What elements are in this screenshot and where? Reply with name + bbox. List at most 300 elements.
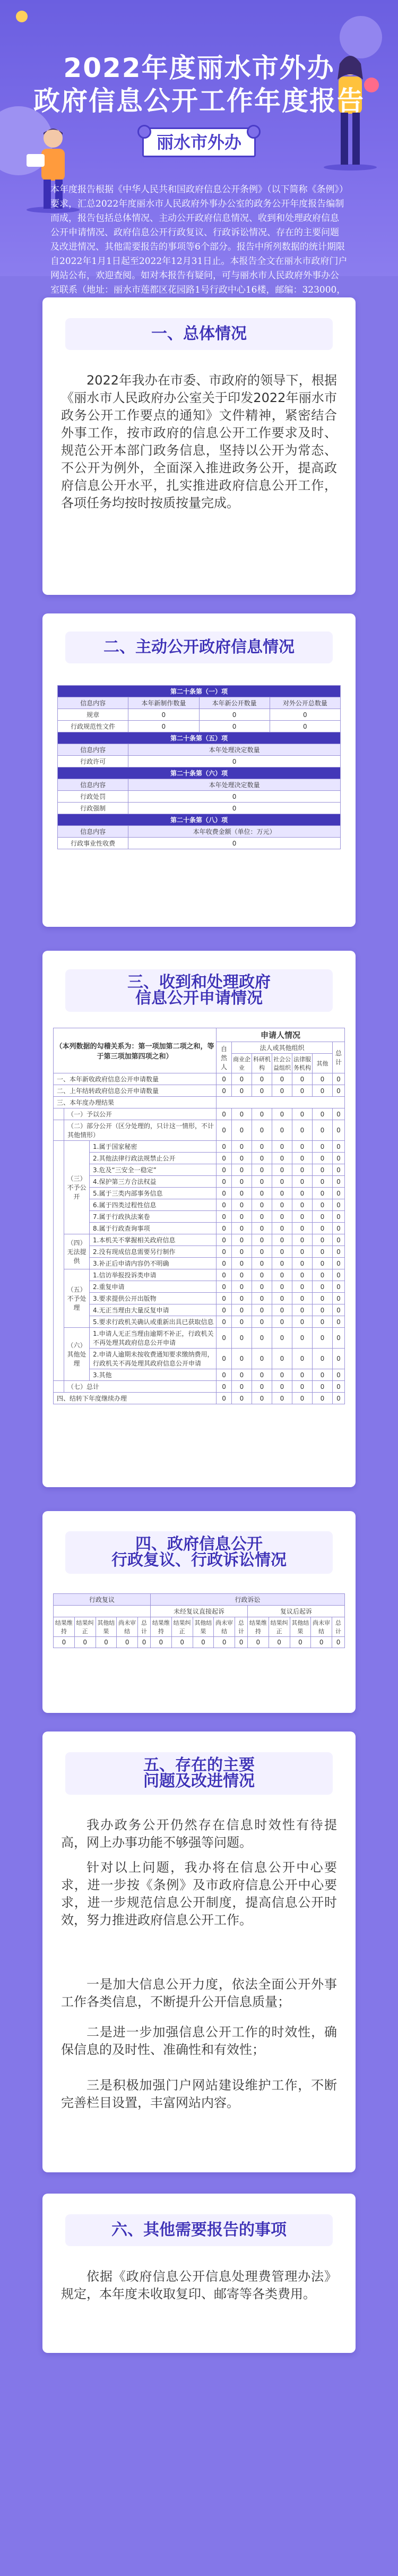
cell-value: 0 (292, 1369, 312, 1381)
cell-value: 0 (217, 1316, 232, 1328)
table-col-header: 总计 (138, 1617, 151, 1637)
row-label: 2.重复申请 (90, 1281, 217, 1293)
cell-value: 0 (252, 1293, 272, 1304)
cell-value: 0 (312, 1316, 332, 1328)
row-label: 8.属于行政查询事项 (90, 1223, 217, 1234)
cell-value: 0 (217, 1211, 232, 1223)
cell-value: 0 (332, 1211, 344, 1223)
cell-value: 0 (252, 1304, 272, 1316)
table-col-header: 结果纠正 (269, 1617, 290, 1637)
section-paragraph: 一是加大信息公开力度，依法全面公开外事工作各类信息，不断提升公开信息质量； (61, 1977, 337, 2009)
cell-value: 0 (231, 1120, 252, 1141)
report-intro: 本年度报告根据《中华人民共和国政府信息公开条例》（以下简称《条例》）要求，汇总2022年度丽水市人民政府外事办公室的政务公开年度报告编制而成，报告包括总体情况、主动公开政府信息情况、收到和处理政府信息公开申请情况、政府信息公开行政复议、行政诉讼情况、存在的主要问题及改进情况、其他需要报告的事项等6个部分。报告中所列数据的统计期限自2022年1月1日起至2022年12月31日止。本报告全文在丽水市政府门户网站公布，欢迎查阅。如对本报告有疑问，可与丽水市人民政府外事办公室联系（地址：丽水市莲都区花园路1号行政中心16楼，邮编：323000， (50, 184, 348, 295)
table-col-header: 尚未审结 (214, 1617, 235, 1637)
cell-value: 0 (231, 1223, 252, 1234)
table-row (54, 1188, 345, 1199)
cell-value: 0 (292, 1349, 312, 1369)
section-paragraph: 三是积极加强门户网站建设维护工作，不断完善栏目设置，丰富网站内容。 (61, 2078, 337, 2110)
table-col-header: 尚未审结 (311, 1617, 332, 1637)
cell-value: 0 (235, 1637, 248, 1648)
cell-value: 0 (272, 1085, 292, 1097)
table-col-header: 自然人 (217, 1042, 232, 1073)
cell-value: 0 (231, 1188, 252, 1199)
table-row (54, 1281, 345, 1293)
table-row (54, 1304, 345, 1316)
cell-value: 0 (292, 1120, 312, 1141)
table-corner-note: （本列数据的勾稽关系为：第一项加第二项之和，等于第三项加第四项之和） (54, 1028, 217, 1073)
table-row (54, 1381, 345, 1393)
cell-value: 0 (231, 1293, 252, 1304)
cell-value: 0 (312, 1141, 332, 1153)
table-col-header: 其他 (312, 1054, 332, 1073)
table-row (54, 1176, 345, 1188)
cell-value: 0 (312, 1199, 332, 1211)
cell-value: 0 (332, 1141, 344, 1153)
section-paragraph: 依据《政府信息公开信息处理费管理办法》规定，本年度未收取复印、邮寄等各类费用。 (61, 2269, 337, 2301)
row-label: 2.申请人逾期未按收费通知要求缴纳费用，行政机关不再处理其政府信息公开申请 (90, 1349, 217, 1369)
table-row (54, 1328, 345, 1349)
cell-value: 0 (272, 1246, 292, 1258)
cell-value: 0 (292, 1234, 312, 1246)
cell-value: 0 (312, 1234, 332, 1246)
cell-value: 0 (252, 1349, 272, 1369)
table-col-header: 总计 (332, 1042, 344, 1073)
table-heading: 第二十条第（一）项 (58, 686, 341, 697)
row-label: 4.无正当理由大量反复申请 (90, 1304, 217, 1316)
row-label: 4.保护第三方合法权益 (90, 1176, 217, 1188)
row-label: 一、本年新收政府信息公开申请数量 (54, 1073, 217, 1085)
cell-value: 0 (193, 1637, 214, 1648)
cell-value: 0 (292, 1293, 312, 1304)
cell-value: 0 (217, 1381, 232, 1393)
table-col-header: 申请人情况 (217, 1028, 345, 1042)
section-title-text: 二、主动公开政府信息情况 (103, 638, 295, 656)
section-paragraph: 针对以上问题，我办将在信息公开中心要求，进一步按《条例》及市政府信息公开中心要求，进一步规范信息公开制度，提高信息公开时效，努力推进政府信息公开工作。 (61, 1860, 337, 1927)
cell-value: 0 (231, 1085, 252, 1097)
table-col-header: 其他结果 (193, 1617, 214, 1637)
table-col-header: 结果维持 (247, 1617, 269, 1637)
table-row (54, 1316, 345, 1328)
footer-bar (0, 2374, 398, 2576)
table-row (54, 1223, 345, 1234)
row-label: （二）部分公开（区分处理的，只计这一情形，不计其他情形） (64, 1120, 217, 1141)
cell-value: 0 (292, 1328, 312, 1349)
cell-value: 0 (231, 1153, 252, 1164)
cell-value: 0 (231, 1328, 252, 1349)
row-group-label: （四）无法提供 (64, 1234, 90, 1269)
table-col-header: 总计 (235, 1617, 248, 1637)
cell-value: 0 (272, 1153, 292, 1164)
section-title-text: 行政复议、行政诉讼情况 (111, 1551, 287, 1570)
cell-value: 0 (247, 1637, 269, 1648)
table-heading: 第二十条第（五）项 (58, 732, 341, 744)
cell-value: 0 (217, 1393, 232, 1404)
cell-value: 0 (292, 1223, 312, 1234)
cell-value: 0 (231, 1141, 252, 1153)
section-title (64, 968, 334, 1013)
table-col-header: 商业企业 (231, 1054, 252, 1073)
cell-value: 0 (252, 1108, 272, 1120)
cell-value: 0 (312, 1281, 332, 1293)
section-title (64, 2213, 334, 2248)
cell-value: 0 (252, 1223, 272, 1234)
cell-value: 0 (292, 1188, 312, 1199)
cell-value: 0 (252, 1234, 272, 1246)
row-label: 1.本机关不掌握相关政府信息 (90, 1234, 217, 1246)
cell-value: 0 (217, 1281, 232, 1293)
table-col-header: 总计 (332, 1617, 345, 1637)
cell-value: 0 (217, 1176, 232, 1188)
cell-value: 0 (231, 1381, 252, 1393)
cell-value: 0 (231, 1316, 252, 1328)
cell-value: 0 (332, 1637, 345, 1648)
cell-value: 0 (312, 1393, 332, 1404)
cell-value: 0 (252, 1281, 272, 1293)
cell-value: 0 (332, 1281, 344, 1293)
row-label: 2.没有现成信息需要另行制作 (90, 1246, 217, 1258)
section-paragraph: 2022年我办在市委、市政府的领导下，根据《丽水市人民政府办公室关于印发2022年丽水市政务公开工作要点的通知》文件精神，紧密结合外事工作，按市政府的信息公开工作要求及时、规范公开本部门政务信息，坚持以公开为常态、不公开为例外，全面深入推进政务公开，提高政府信息公开水平，扎实推进政府信息公开工作，各项任务均按时按质按量完成。 (61, 373, 337, 510)
cell-value: 0 (272, 1269, 292, 1281)
cell-value: 0 (292, 1153, 312, 1164)
cell-value: 0 (231, 1281, 252, 1293)
cell-value: 0 (312, 1211, 332, 1223)
cell-value: 0 (217, 1073, 232, 1085)
cell-value: 0 (217, 1120, 232, 1141)
cell-value: 0 (272, 1108, 292, 1120)
cell-value: 0 (138, 1637, 151, 1648)
cell-value: 0 (332, 1293, 344, 1304)
cell-value: 0 (312, 1246, 332, 1258)
cell-value: 0 (231, 1234, 252, 1246)
section-title (64, 317, 334, 352)
table-row (54, 1246, 345, 1258)
table-row (54, 1120, 345, 1141)
cell-value: 0 (231, 1211, 252, 1223)
cell-value: 0 (252, 1199, 272, 1211)
row-label: （一）予以公开 (64, 1108, 217, 1120)
cell-value: 0 (292, 1164, 312, 1176)
cell-value: 0 (312, 1328, 332, 1349)
cell-value: 0 (292, 1316, 312, 1328)
cell-value: 0 (217, 1246, 232, 1258)
row-label: 7.属于行政执法案卷 (90, 1211, 217, 1223)
cell-value: 0 (312, 1073, 332, 1085)
cell-value: 0 (217, 1349, 232, 1369)
application-table (53, 1028, 345, 1404)
cell-value: 0 (332, 1073, 344, 1085)
cell-value: 0 (231, 1108, 252, 1120)
cell-value: 0 (312, 1293, 332, 1304)
cell-value: 0 (292, 1085, 312, 1097)
table-col-header: 结果纠正 (171, 1617, 193, 1637)
section-title-text: 问题及改进情况 (143, 1772, 255, 1790)
cell-value: 0 (252, 1369, 272, 1381)
cell-value: 0 (217, 1223, 232, 1234)
cell-value: 0 (312, 1381, 332, 1393)
cell-value: 0 (252, 1258, 272, 1269)
table-row (54, 1085, 345, 1097)
cell-value: 0 (217, 1293, 232, 1304)
cell-value: 0 (312, 1258, 332, 1269)
cell-value: 0 (292, 1281, 312, 1293)
cell-value: 0 (150, 1637, 171, 1648)
cell-value: 0 (74, 1637, 96, 1648)
cell-value: 0 (252, 1188, 272, 1199)
cell-value: 0 (217, 1164, 232, 1176)
cell-value: 0 (272, 1316, 292, 1328)
section-title-text: 三、收到和处理政府 (127, 973, 271, 992)
cell-value: 0 (272, 1141, 292, 1153)
cell-value: 0 (217, 1328, 232, 1349)
table-col-header: 对外公开总数量 (270, 697, 340, 709)
cell-value: 0 (332, 1108, 344, 1120)
cell-value: 0 (217, 1141, 232, 1153)
cell-value: 0 (332, 1164, 344, 1176)
cell-value: 0 (217, 1269, 232, 1281)
row-label: 3.危及“三安全一稳定” (90, 1164, 217, 1176)
row-label: （七）总计 (64, 1381, 217, 1393)
cell-value: 0 (231, 1304, 252, 1316)
cell-value: 0 (231, 1246, 252, 1258)
cell-value: 0 (312, 1349, 332, 1369)
cell-value: 0 (332, 1188, 344, 1199)
row-label: 二、上年结转政府信息公开申请数量 (54, 1085, 217, 1097)
cell-value: 0 (252, 1141, 272, 1153)
cell-value: 0 (231, 1393, 252, 1404)
cell-value: 0 (272, 1328, 292, 1349)
cell-value: 0 (292, 1176, 312, 1188)
row-label: 1.属于国家秘密 (90, 1141, 217, 1153)
cell-value: 0 (231, 1269, 252, 1281)
cell-value: 0 (332, 1349, 344, 1369)
cell-value: 0 (171, 1637, 193, 1648)
cell-value: 0 (214, 1637, 235, 1648)
cell-value: 0 (332, 1269, 344, 1281)
cell-value: 0 (332, 1316, 344, 1328)
table-row (54, 1164, 345, 1176)
cell-value: 0 (252, 1176, 272, 1188)
row-label: 6.属于四类过程性信息 (90, 1199, 217, 1211)
table-col-header: 结果维持 (150, 1617, 171, 1637)
section-title-text: 信息公开申请情况 (135, 989, 263, 1008)
cell-value: 0 (312, 1188, 332, 1199)
cell-value: 0 (292, 1211, 312, 1223)
cell-value: 0 (272, 1211, 292, 1223)
cell-value: 0 (272, 1258, 292, 1269)
cell-value: 0 (292, 1199, 312, 1211)
cell-value: 0 (332, 1304, 344, 1316)
cell-value: 0 (217, 1369, 232, 1381)
group-label (54, 1141, 64, 1381)
cell-value: 0 (54, 1637, 75, 1648)
cell-value: 0 (272, 1293, 292, 1304)
cell-value: 0 (292, 1393, 312, 1404)
decor-circle (16, 11, 28, 22)
cell-value: 0 (231, 1164, 252, 1176)
cell-value: 0 (252, 1211, 272, 1223)
cell-value: 0 (217, 1188, 232, 1199)
cell-value: 0 (292, 1258, 312, 1269)
cell-value: 0 (332, 1153, 344, 1164)
cell-value: 0 (217, 1085, 232, 1097)
cell-value: 0 (231, 1073, 252, 1085)
cell-value: 0 (272, 1393, 292, 1404)
row-group-label: （五）不予处理 (64, 1269, 90, 1328)
cell-value: 0 (292, 1141, 312, 1153)
row-label: 1.信访举报投诉类申请 (90, 1269, 217, 1281)
section-paragraph: 二是进一步加强信息公开工作的时效性，确保信息的及时性、准确性和有效性； (61, 2025, 337, 2057)
table-heading: 第二十条第（八）项 (58, 814, 341, 826)
table-row: 规章 0 0 0 (58, 709, 341, 721)
cell-value: 0 (332, 1393, 344, 1404)
cell-value: 0 (292, 1073, 312, 1085)
row-label: 四、结转下年度继续办理 (54, 1393, 217, 1404)
cell-value: 0 (272, 1369, 292, 1381)
cell-value: 0 (332, 1120, 344, 1141)
cell-value: 0 (217, 1199, 232, 1211)
table-row: 行政强制 0 (58, 803, 341, 814)
table-row (54, 1369, 345, 1381)
cell-value: 0 (272, 1223, 292, 1234)
cell-value: 0 (312, 1153, 332, 1164)
table-col-header: 信息内容 (58, 697, 128, 709)
cell-value: 0 (272, 1164, 292, 1176)
cell-value: 0 (252, 1073, 272, 1085)
section-title-text: 一、总体情况 (151, 325, 247, 343)
cell-value: 0 (217, 1153, 232, 1164)
cell-value: 0 (272, 1176, 292, 1188)
cell-value: 0 (292, 1246, 312, 1258)
cell-value: 0 (272, 1281, 292, 1293)
section-title-text: 四、政府信息公开 (135, 1535, 263, 1554)
table-row: 行政处罚 0 (58, 791, 341, 803)
section-title-text: 五、存在的主要 (143, 1756, 255, 1775)
section-title (64, 630, 334, 665)
cell-value: 0 (217, 1234, 232, 1246)
table-row (54, 1199, 345, 1211)
cell-value: 0 (252, 1153, 272, 1164)
cell-value: 0 (292, 1381, 312, 1393)
row-label: 3.要求提供公开出版物 (90, 1293, 217, 1304)
cell-value: 0 (332, 1199, 344, 1211)
row-group-label: （三）不予公开 (64, 1141, 90, 1234)
table-col-header: 法律服务机构 (292, 1054, 312, 1073)
row-label: 1.申请人无正当理由逾期不补正，行政机关不再处理其政府信息公开申请 (90, 1328, 217, 1349)
cell-value: 0 (272, 1073, 292, 1085)
cell-value: 0 (252, 1246, 272, 1258)
table-col-header: 本年新制作数量 (128, 697, 199, 709)
table-row (54, 1211, 345, 1223)
cell-value: 0 (332, 1328, 344, 1349)
table-row (54, 1234, 345, 1246)
cell-value: 0 (332, 1369, 344, 1381)
review-litigation-table: 行政复议 行政诉讼 未经复议直接起诉 复议后起诉 结果维持 结果纠正 其他结果 尚未审结 总计 结果维持 结果纠正 其他结果 尚未审结 总计 结果维持 结果纠正 其他结果 尚未审结 总计 0 0 0 0 0 0 0 0 0 0 0 0 0 0 0 (53, 1593, 345, 1648)
cell-value: 0 (252, 1381, 272, 1393)
cell-value: 0 (292, 1108, 312, 1120)
table-row (54, 1349, 345, 1369)
table-col-header: 科研机构 (252, 1054, 272, 1073)
row-label: 5.属于三类内部事务信息 (90, 1188, 217, 1199)
cell-value: 0 (272, 1381, 292, 1393)
table-row (54, 1293, 345, 1304)
cell-value: 0 (292, 1269, 312, 1281)
cell-value: 0 (332, 1234, 344, 1246)
cell-value: 0 (217, 1108, 232, 1120)
cell-value: 0 (217, 1258, 232, 1269)
cell-value: 0 (290, 1637, 311, 1648)
cell-value: 0 (272, 1188, 292, 1199)
cell-value: 0 (252, 1120, 272, 1141)
table-col-header: 结果纠正 (74, 1617, 96, 1637)
table-col-header: 其他结果 (96, 1617, 117, 1637)
cell-value: 0 (272, 1120, 292, 1141)
cell-value: 0 (332, 1085, 344, 1097)
cell-value: 0 (231, 1199, 252, 1211)
cell-value: 0 (252, 1328, 272, 1349)
cell-value: 0 (332, 1258, 344, 1269)
cell-value: 0 (272, 1199, 292, 1211)
section-title (64, 1530, 334, 1575)
cell-value: 0 (272, 1234, 292, 1246)
cell-value: 0 (252, 1316, 272, 1328)
table-col-header: 本年新公开数量 (199, 697, 270, 709)
cell-value: 0 (117, 1637, 138, 1648)
table-col-header: 法人或其他组织 (231, 1042, 332, 1054)
cell-value: 0 (312, 1176, 332, 1188)
cell-value: 0 (312, 1120, 332, 1141)
table-row (54, 1073, 345, 1085)
cell-value: 0 (217, 1304, 232, 1316)
table-row: 行政许可 0 (58, 756, 341, 767)
cell-value: 0 (312, 1223, 332, 1234)
cell-value: 0 (231, 1258, 252, 1269)
table-col-header: 尚未审结 (117, 1617, 138, 1637)
cell-value: 0 (231, 1349, 252, 1369)
table-row (54, 1153, 345, 1164)
row-group-label: （六）其他处理 (64, 1328, 90, 1381)
cell-value: 0 (312, 1269, 332, 1281)
cell-value: 0 (312, 1085, 332, 1097)
cell-value: 0 (252, 1085, 272, 1097)
cell-value: 0 (252, 1164, 272, 1176)
section-title (64, 1751, 334, 1796)
table-row (54, 1108, 345, 1120)
cell-value: 0 (272, 1349, 292, 1369)
row-label: 5.要求行政机关确认或重新出具已获取信息 (90, 1316, 217, 1328)
cell-value: 0 (332, 1246, 344, 1258)
cell-value: 0 (311, 1637, 332, 1648)
cell-value: 0 (252, 1269, 272, 1281)
cell-value: 0 (269, 1637, 290, 1648)
table-heading: 第二十条第（六）项 (58, 767, 341, 779)
cell-value: 0 (332, 1176, 344, 1188)
cell-value: 0 (312, 1108, 332, 1120)
row-label: 2.其他法律行政法规禁止公开 (90, 1153, 217, 1164)
cell-value: 0 (292, 1304, 312, 1316)
section-title-text: 六、其他需要报告的事项 (111, 2221, 287, 2239)
report-title-line2: 政府信息公开工作年度报告 (33, 86, 365, 116)
cell-value: 0 (312, 1369, 332, 1381)
table-col-header: 其他结果 (290, 1617, 311, 1637)
hero-banner (0, 0, 398, 295)
table-row (54, 1269, 345, 1281)
cell-value: 0 (96, 1637, 117, 1648)
section-paragraph: 我办政务公开仍然存在信息时效性有待提高，网上办事功能不够强等问题。 (61, 1818, 337, 1850)
table-row: 行政事业性收费 0 (58, 838, 341, 849)
report-title-line1: 2022年度丽水市外办 (63, 53, 335, 83)
row-label: 3.其他 (90, 1369, 217, 1381)
cell-value: 0 (231, 1176, 252, 1188)
